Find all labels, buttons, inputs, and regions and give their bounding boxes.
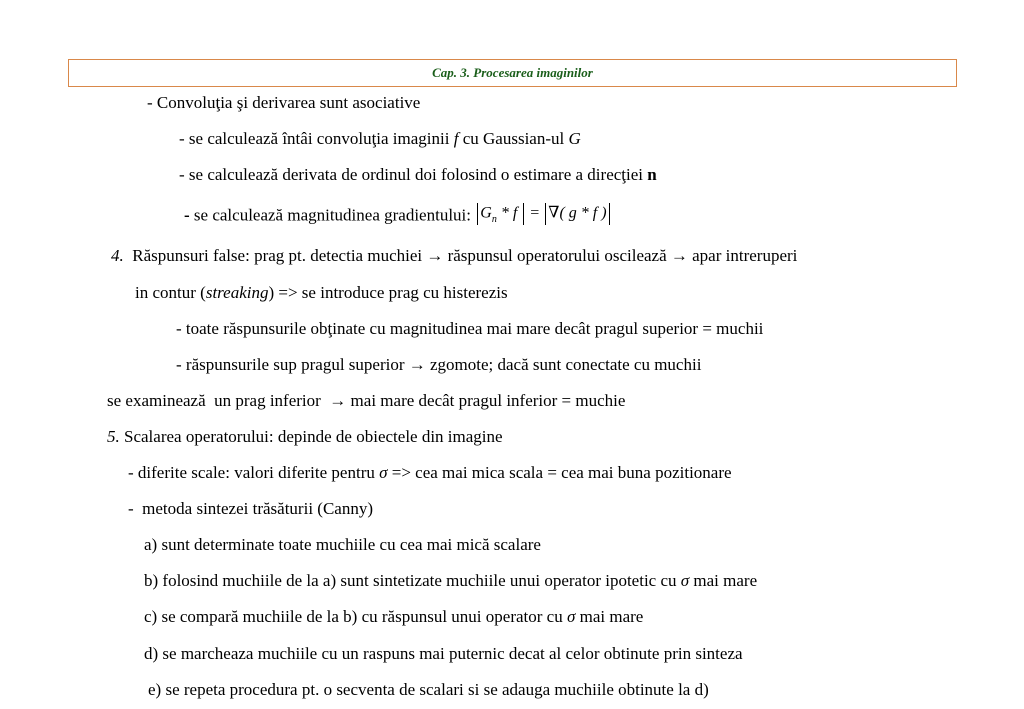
text-line-12 (128, 499, 373, 519)
text-line-8 (176, 355, 701, 375)
text-line-1 (147, 93, 420, 113)
formula-G: G (480, 204, 492, 222)
formula-sub-n: n (491, 213, 497, 225)
text-line-6-c: ) => se introduce prag cu histerezis (268, 283, 508, 302)
text-line-15 (144, 607, 643, 627)
text-line-5 (111, 246, 797, 266)
text-line-2-a: - se calculează întâi convoluţia imaginii (179, 129, 454, 148)
text-line-7-content: - toate răspunsurile obţinate cu magnitudinea mai mare decât pragul superior = muchii (176, 319, 764, 338)
text-line-1-content: - Convoluţia şi derivarea sunt asociative (147, 93, 421, 112)
text-line-2-G: G (568, 129, 581, 148)
formula-mid: * f (496, 204, 522, 222)
text-line-17 (148, 680, 709, 700)
text-line-12-content: - metoda sintezei trăsăturii (Canny) (128, 499, 373, 518)
text-line-13 (144, 535, 541, 555)
text-line-2 (179, 129, 581, 149)
text-line-3 (179, 165, 657, 185)
text-line-10-content: Scalarea operatorului: depinde de obiectele din imagine (119, 427, 503, 446)
text-line-14 (144, 571, 757, 591)
text-line-15-sigma: σ (566, 607, 576, 626)
header-title: Cap. 3. Procesarea imaginilor (432, 65, 593, 80)
text-line-15-c: mai mare (575, 607, 644, 626)
text-line-7 (176, 319, 763, 339)
formula-rhs: ∇( g * f ) (548, 204, 607, 222)
text-line-16-content: d) se marcheaza muchiile cu un raspuns mai puternic decat al celor obtinute prin sinteza (144, 644, 743, 663)
text-line-14-sigma: σ (680, 571, 690, 590)
text-line-16 (144, 644, 743, 664)
text-line-4-dash: - (184, 205, 194, 225)
text-line-2-f: f (453, 129, 459, 148)
text-line-9 (107, 391, 625, 411)
text-line-6 (135, 283, 508, 303)
text-line-14-c: mai mare (689, 571, 758, 590)
text-line-2-c: cu Gaussian-ul (458, 129, 569, 148)
text-line-11-c: => cea mai mica scala = cea mai buna pozitionare (387, 463, 732, 482)
text-line-10-num: 5. (107, 427, 120, 446)
text-line-6-streaking: streaking (205, 283, 269, 302)
text-line-5-content: Răspunsuri false: prag pt. detectia muchiei → răspunsul operatorului oscilează → apar intreruperi (123, 246, 798, 265)
text-line-11-sigma: σ (379, 463, 388, 482)
text-line-3-n: n (647, 165, 657, 184)
text-line-14-a: b) folosind muchiile de la a) sunt sintetizate muchiile unui operator ipotetic cu (144, 571, 681, 590)
text-line-8-content: - răspunsurile sup pragul superior → zgomote; dacă sunt conectate cu muchii (176, 355, 702, 374)
text-line-6-a: in contur ( (135, 283, 206, 302)
text-line-13-content: a) sunt determinate toate muchiile cu cea mai mică scalare (144, 535, 541, 554)
page-header (68, 59, 957, 87)
text-line-15-a: c) se compară muchiile de la b) cu răspunsul unui operator cu (144, 607, 567, 626)
text-line-11-a: - diferite scale: valori diferite pentru (128, 463, 380, 482)
text-line-3-a: - se calculează derivata de ordinul doi folosind o estimare a direcţiei (179, 165, 648, 184)
text-line-5-num: 4. (111, 246, 124, 265)
text-line-4-label: se calculează magnitudinea gradientului: (193, 205, 476, 225)
text-line-9-content: se examinează un prag inferior → mai mare decât pragul inferior = muchie (107, 391, 626, 410)
formula-equals: = (526, 204, 544, 222)
text-line-10 (107, 427, 503, 447)
gradient-formula (475, 203, 611, 230)
text-line-4 (184, 203, 612, 230)
text-line-11 (128, 463, 732, 483)
text-line-17-content: e) se repeta procedura pt. o secventa de scalari si se adauga muchiile obtinute la d) (148, 680, 709, 699)
